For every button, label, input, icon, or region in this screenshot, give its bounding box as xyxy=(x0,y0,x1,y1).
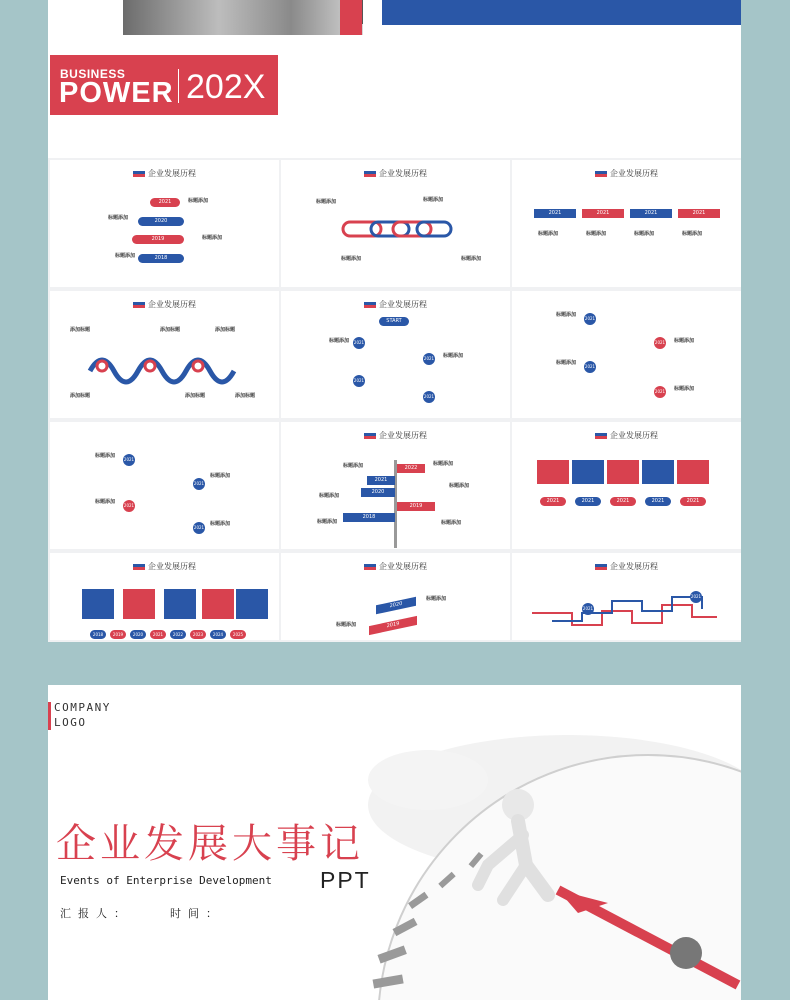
divider xyxy=(178,69,179,103)
year-pill: 2021 xyxy=(645,497,671,506)
logo-line: COMPANY xyxy=(54,701,111,714)
sign-year: 2022 xyxy=(397,464,425,473)
red-accent xyxy=(340,0,362,35)
business-label: BUSINESS xyxy=(60,67,126,81)
ribbon-year: 2020 xyxy=(376,597,416,615)
company-logo xyxy=(54,700,111,730)
pin-icon-tile xyxy=(572,460,604,484)
heading: 标题添加 xyxy=(443,353,464,359)
slide-title: 企业发展历程 xyxy=(281,430,510,441)
year-dot: 2021 xyxy=(582,603,594,615)
heading: 标题添加 xyxy=(556,312,577,318)
year-pill: 2021 xyxy=(150,198,180,207)
reporter-label: 汇报人： xyxy=(60,907,132,920)
page-title: 企业发展大事记 xyxy=(56,821,364,867)
year-pill: 2020 xyxy=(130,630,146,639)
heading: 添加标题 xyxy=(235,393,256,399)
slide-thumbnail[interactable] xyxy=(281,291,510,418)
heading: 标题添加 xyxy=(95,453,116,459)
flag-icon xyxy=(133,564,145,570)
year-pill: 2025 xyxy=(230,630,246,639)
year-pill: 2022 xyxy=(170,630,186,639)
gear-icon-tile xyxy=(607,460,639,484)
heading: 标题添加 xyxy=(188,198,209,204)
year-dot: 2021 xyxy=(690,591,702,603)
year-dot: 2021 xyxy=(123,454,135,466)
divider xyxy=(362,0,363,24)
year-arrow: 2021 xyxy=(678,209,720,218)
heading: 标题添加 xyxy=(95,499,116,505)
cover-slide xyxy=(48,0,741,158)
heading: 标题添加 xyxy=(329,338,350,344)
year-dot: 2021 xyxy=(654,337,666,349)
heading: 标题添加 xyxy=(634,231,655,237)
slide-thumbnail[interactable] xyxy=(50,553,279,640)
heading: 标题添加 xyxy=(316,199,337,205)
heading: 标题添加 xyxy=(423,197,444,203)
year-arrow: 2021 xyxy=(534,209,576,218)
year-dot: 2021 xyxy=(584,313,596,325)
slide-title: 企业发展历程 xyxy=(50,168,279,179)
subtitle: Events of Enterprise Development xyxy=(60,874,272,887)
building-photo xyxy=(123,0,363,35)
year-dot: 2021 xyxy=(353,337,365,349)
chain-graphic xyxy=(281,160,510,287)
year-dot: 2021 xyxy=(123,500,135,512)
flag-icon xyxy=(364,302,376,308)
heading: 标题添加 xyxy=(538,231,559,237)
heading: 标题添加 xyxy=(674,386,695,392)
year-dot: 2021 xyxy=(423,353,435,365)
signal-icon-tile xyxy=(642,460,674,484)
year-pill: 2021 xyxy=(540,497,566,506)
heading: 标题添加 xyxy=(108,215,129,221)
year-dot: 2021 xyxy=(193,522,205,534)
slide-thumbnail[interactable] xyxy=(512,553,741,640)
ribbon-year: 2019 xyxy=(369,616,417,635)
heading: 标题添加 xyxy=(115,253,136,259)
year-pill: 2018 xyxy=(138,254,184,263)
info-card xyxy=(123,589,155,619)
year-arrow: 2021 xyxy=(582,209,624,218)
year-pill: 2019 xyxy=(132,235,184,244)
slide-thumbnail[interactable] xyxy=(512,422,741,549)
heading: 添加标题 xyxy=(70,327,91,333)
heading: 标题添加 xyxy=(343,463,364,469)
flag-icon xyxy=(133,171,145,177)
year-dot: 2021 xyxy=(353,375,365,387)
heading: 标题添加 xyxy=(433,461,454,467)
slide-thumbnail[interactable] xyxy=(512,160,741,287)
year-dot: 2021 xyxy=(654,386,666,398)
year-dot: 2021 xyxy=(193,478,205,490)
slide-thumbnail[interactable] xyxy=(50,160,279,287)
slide-thumbnail[interactable] xyxy=(281,160,510,287)
info-card xyxy=(164,589,196,619)
template-preview-panel xyxy=(48,0,741,642)
logo-accent xyxy=(48,702,51,730)
heading: 标题添加 xyxy=(674,338,695,344)
logo-line: LOGO xyxy=(54,716,87,729)
heading: 添加标题 xyxy=(215,327,236,333)
slide-title: 企业发展历程 xyxy=(512,561,741,572)
title-slide xyxy=(48,685,741,1000)
start-pill: START xyxy=(379,317,409,326)
slide-title: 企业发展历程 xyxy=(512,430,741,441)
heading: 添加标题 xyxy=(160,327,181,333)
heading: 标题添加 xyxy=(336,622,357,628)
slide-title: 企业发展历程 xyxy=(512,168,741,179)
heading: 标题添加 xyxy=(341,256,362,262)
year-pill: 2023 xyxy=(190,630,206,639)
slide-title: 企业发展历程 xyxy=(281,299,510,310)
slide-title: 企业发展历程 xyxy=(281,168,510,179)
tools-icon-tile xyxy=(677,460,709,484)
heading: 标题添加 xyxy=(426,596,447,602)
slide-thumbnail[interactable] xyxy=(281,422,510,549)
sign-year: 2019 xyxy=(397,502,435,511)
heading: 标题添加 xyxy=(317,519,338,525)
slide-thumbnail[interactable] xyxy=(281,553,510,640)
heading: 标题添加 xyxy=(210,521,231,527)
slide-thumbnail[interactable] xyxy=(50,291,279,418)
flag-icon xyxy=(595,433,607,439)
heading: 标题添加 xyxy=(461,256,482,262)
heading: 标题添加 xyxy=(210,473,231,479)
year-pill: 2021 xyxy=(150,630,166,639)
flag-icon xyxy=(595,171,607,177)
heading: 添加标题 xyxy=(185,393,206,399)
year-pill: 2021 xyxy=(610,497,636,506)
slide-thumbnail[interactable] xyxy=(50,422,279,549)
heading: 标题添加 xyxy=(202,235,223,241)
info-card xyxy=(202,589,234,619)
heading: 标题添加 xyxy=(682,231,703,237)
year-pill: 2024 xyxy=(210,630,226,639)
info-card xyxy=(236,589,268,619)
flag-icon xyxy=(364,564,376,570)
heading: 标题添加 xyxy=(556,360,577,366)
heading: 标题添加 xyxy=(586,231,607,237)
info-card xyxy=(82,589,114,619)
year-pill: 2020 xyxy=(138,217,184,226)
year-dot: 2021 xyxy=(584,361,596,373)
stair-graphic xyxy=(512,553,741,640)
slide-thumbnail[interactable] xyxy=(512,291,741,418)
heading: 添加标题 xyxy=(70,393,91,399)
year-label: 202X xyxy=(186,68,266,106)
flag-icon xyxy=(364,433,376,439)
heading: 标题添加 xyxy=(449,483,470,489)
power-banner xyxy=(50,55,278,115)
heading: 标题添加 xyxy=(319,493,340,499)
slide-title: 企业发展历程 xyxy=(50,561,279,572)
time-label: 时间： xyxy=(170,907,224,920)
ppt-label: PPT xyxy=(320,867,371,893)
sign-year: 2018 xyxy=(343,513,395,522)
slide-title: 企业发展历程 xyxy=(281,561,510,572)
sign-year: 2020 xyxy=(361,488,395,497)
slide-title: 企业发展历程 xyxy=(50,299,279,310)
year-pill: 2019 xyxy=(110,630,126,639)
year-dot: 2021 xyxy=(423,391,435,403)
sign-year: 2021 xyxy=(367,476,395,485)
chart-icon-tile xyxy=(537,460,569,484)
year-pill: 2018 xyxy=(90,630,106,639)
year-pill: 2021 xyxy=(680,497,706,506)
year-arrow: 2021 xyxy=(630,209,672,218)
year-pill: 2021 xyxy=(575,497,601,506)
blue-banner xyxy=(382,0,741,25)
power-label: POWER xyxy=(59,77,174,109)
heading: 标题添加 xyxy=(441,520,462,526)
